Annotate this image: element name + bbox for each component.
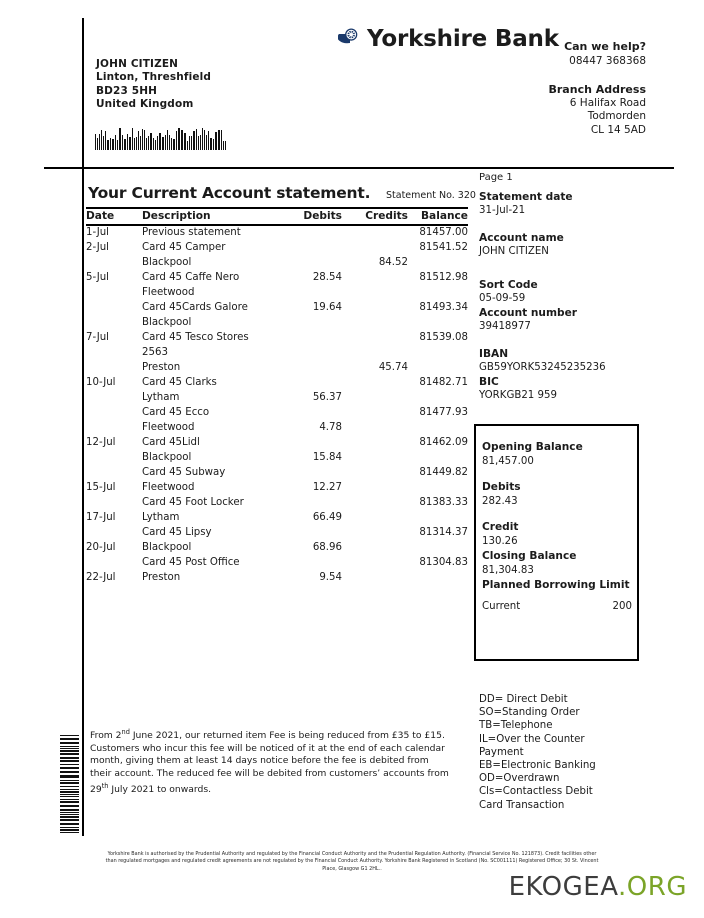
cell-debit: 19.64 bbox=[312, 302, 342, 313]
barcode-bar bbox=[189, 136, 190, 150]
barcode-bar bbox=[184, 133, 186, 150]
notice-part-1: From 2 bbox=[90, 730, 122, 742]
column-header-debits: Debits bbox=[303, 210, 342, 222]
table-body bbox=[86, 226, 468, 586]
barcode-bar bbox=[60, 738, 79, 740]
notice-part-3: July 2021 to onwards. bbox=[108, 784, 212, 796]
table-row bbox=[86, 526, 468, 541]
cell-description: Fleetwood bbox=[142, 422, 195, 433]
cell-description: Fleetwood bbox=[142, 287, 195, 298]
barcode-bar bbox=[176, 131, 177, 150]
legend-line: Cls=Contactless Debit bbox=[479, 786, 593, 798]
help-phone: 08447 368368 bbox=[569, 55, 646, 67]
statement-date-value: 31-Jul-21 bbox=[479, 205, 526, 216]
customer-address-line: JOHN CITIZEN bbox=[96, 58, 179, 70]
branch-address-line: Todmorden bbox=[587, 110, 646, 123]
cell-description: Lytham bbox=[142, 512, 180, 523]
barcode-bar bbox=[115, 135, 116, 150]
table-row bbox=[86, 406, 468, 421]
barcode-bar bbox=[178, 128, 180, 150]
legal-line: facilities other than regulated mortgages and regulated credit agreements are not regulated by the Financial Conduct Authority. Yorkshire Bank Registered in Scotland (No. SC001111) bbox=[105, 851, 597, 865]
barcode-bar bbox=[210, 138, 212, 150]
barcode-bar bbox=[187, 141, 188, 150]
barcode-bar bbox=[60, 799, 79, 800]
barcode-bar bbox=[169, 135, 170, 150]
barcode-bar bbox=[165, 135, 166, 150]
barcode-bar bbox=[159, 133, 161, 150]
table-row bbox=[86, 451, 468, 466]
barcode-bar bbox=[110, 138, 111, 150]
bank-logo bbox=[338, 26, 559, 52]
opening-balance-label: Opening Balance bbox=[482, 441, 583, 453]
barcode-bar bbox=[60, 782, 79, 784]
table-header-row bbox=[86, 209, 468, 224]
cell-date: 2-Jul bbox=[86, 242, 110, 253]
borrowing-limit-current-row bbox=[482, 600, 632, 615]
barcode-bar bbox=[200, 135, 201, 150]
cell-debit: 15.84 bbox=[312, 452, 342, 463]
cell-description: Preston bbox=[142, 572, 181, 583]
account-number-label: Account number bbox=[479, 307, 577, 319]
barcode-bar bbox=[142, 129, 143, 150]
barcode-bar bbox=[132, 128, 133, 150]
barcode-bar bbox=[191, 136, 192, 150]
branch-address-block bbox=[549, 83, 647, 137]
cell-credit: 84.52 bbox=[378, 257, 408, 268]
barcode-bar bbox=[60, 735, 79, 736]
cell-description: Card 45 Caffe Nero bbox=[142, 272, 240, 283]
cell-description: Card 45 Camper bbox=[142, 242, 226, 253]
watermark-secondary: .ORG bbox=[618, 872, 687, 902]
page-title: Your Current Account statement. bbox=[88, 184, 371, 202]
barcode-bar bbox=[119, 128, 121, 150]
barcode-bar bbox=[60, 819, 79, 821]
cell-debit: 56.37 bbox=[312, 392, 342, 403]
barcode-bar bbox=[60, 794, 79, 795]
legend-line: Payment bbox=[479, 746, 524, 758]
barcode-bar bbox=[60, 809, 79, 811]
barcode-bar bbox=[60, 760, 79, 762]
barcode-bar bbox=[117, 140, 118, 150]
barcode-bar bbox=[140, 136, 141, 150]
customer-address-block bbox=[96, 58, 211, 112]
barcode-bar bbox=[167, 130, 168, 150]
cell-balance: 81539.08 bbox=[419, 332, 468, 343]
legal-line: Yorkshire Bank is authorised by the Prudential Authority and regulated by the Financial Conduct Authority and the Prudential Regulation Authority. (Financial Service No. 121873). Credit bbox=[107, 851, 560, 857]
cell-description: Card 45 Lipsy bbox=[142, 527, 212, 538]
barcode-bar bbox=[138, 131, 139, 150]
cell-balance: 81482.71 bbox=[419, 377, 468, 388]
page-left-vertical-rule bbox=[82, 18, 84, 836]
barcode-bar bbox=[134, 138, 135, 150]
sort-code-label: Sort Code bbox=[479, 279, 538, 291]
legend-line: TB=Telephone bbox=[479, 720, 553, 732]
barcode-bar bbox=[196, 129, 197, 150]
cell-date: 20-Jul bbox=[86, 542, 116, 553]
help-heading: Can we help? bbox=[564, 40, 646, 53]
cell-balance: 81449.82 bbox=[419, 467, 468, 478]
barcode-bar bbox=[202, 128, 203, 150]
barcode-bar bbox=[60, 816, 79, 818]
barcode-bar bbox=[112, 139, 114, 150]
yorkshire-bank-rose-logo-icon bbox=[338, 28, 360, 50]
table-row bbox=[86, 556, 468, 571]
cell-description: Blackpool bbox=[142, 317, 192, 328]
legend-line: SO=Standing Order bbox=[479, 707, 580, 719]
column-header-balance: Balance bbox=[420, 210, 468, 222]
barcode-bar bbox=[193, 131, 195, 150]
debits-total-label: Debits bbox=[482, 481, 521, 493]
legend-line: IL=Over the Counter bbox=[479, 733, 585, 745]
table-row bbox=[86, 256, 468, 271]
barcode-bar bbox=[60, 750, 79, 752]
barcode-bar bbox=[204, 130, 205, 150]
opening-balance-value: 81,457.00 bbox=[482, 455, 534, 467]
barcode-bar bbox=[95, 134, 96, 150]
notice-ordinal-2: th bbox=[101, 782, 109, 791]
statement-number: Statement No. 320 bbox=[386, 190, 476, 201]
cell-debit: 9.54 bbox=[319, 572, 342, 583]
account-details-panel bbox=[479, 190, 659, 403]
borrowing-limit-label: Planned Borrowing Limit bbox=[482, 579, 630, 591]
watermark bbox=[509, 872, 687, 902]
cell-description: Card 45 Ecco bbox=[142, 407, 210, 418]
barcode-bar bbox=[60, 771, 79, 772]
credit-total-label: Credit bbox=[482, 521, 519, 533]
barcode-bar bbox=[60, 748, 79, 749]
barcode-bar bbox=[60, 786, 79, 787]
barcode-bar bbox=[208, 131, 209, 150]
cell-description: Blackpool bbox=[142, 257, 192, 268]
barcode-bar bbox=[60, 764, 79, 765]
notice-part-2: June 2021, our returned item Fee is being reduced from £35 to £15. Customers who incur this fee will be noticed of it at the end of each calendar month, giving them at least 14 days notice before the fee is debited from their account. The reduced fee will be debited from customers’ accounts from 29 bbox=[90, 730, 449, 796]
barcode-bar bbox=[225, 141, 226, 150]
barcode-bar bbox=[218, 130, 220, 150]
fee-change-notice bbox=[90, 726, 452, 797]
credit-total-value: 130.26 bbox=[482, 535, 518, 547]
branch-address-line: 6 Halifax Road bbox=[569, 96, 646, 109]
cell-description: Preston bbox=[142, 362, 181, 373]
cell-description: Previous statement bbox=[142, 227, 241, 238]
barcode-bar bbox=[60, 767, 79, 769]
account-name-value: JOHN CITIZEN bbox=[479, 246, 549, 257]
table-row bbox=[86, 496, 468, 511]
iban-label: IBAN bbox=[479, 348, 509, 360]
cell-balance: 81304.83 bbox=[419, 557, 468, 568]
table-row bbox=[86, 301, 468, 316]
bic-value: YORKGB21 959 bbox=[479, 390, 557, 401]
barcode-bar bbox=[101, 130, 102, 150]
branch-address-heading: Branch Address bbox=[548, 83, 646, 96]
cell-debit: 28.54 bbox=[312, 272, 342, 283]
address-barcode bbox=[95, 128, 267, 150]
barcode-bar bbox=[198, 136, 199, 150]
barcode-bar bbox=[60, 829, 79, 831]
cell-date: 10-Jul bbox=[86, 377, 116, 388]
cell-debit: 68.96 bbox=[312, 542, 342, 553]
barcode-bar bbox=[60, 746, 79, 747]
cell-date: 7-Jul bbox=[86, 332, 110, 343]
account-number-value: 39418977 bbox=[479, 321, 531, 332]
table-row bbox=[86, 331, 468, 346]
cell-description: Blackpool bbox=[142, 452, 192, 463]
table-row bbox=[86, 511, 468, 526]
barcode-bar bbox=[60, 776, 79, 778]
barcode-bar bbox=[124, 139, 126, 150]
table-row bbox=[86, 571, 468, 586]
account-name-label: Account name bbox=[479, 232, 564, 244]
barcode-bar bbox=[122, 135, 123, 150]
table-row bbox=[86, 241, 468, 256]
cell-description: Card 45 Subway bbox=[142, 467, 226, 478]
transactions-table bbox=[86, 207, 468, 586]
barcode-bar bbox=[144, 130, 145, 150]
table-row bbox=[86, 541, 468, 556]
cell-date: 12-Jul bbox=[86, 437, 116, 448]
barcode-bar bbox=[60, 791, 79, 793]
barcode-bar bbox=[60, 827, 79, 828]
barcode-bar bbox=[181, 130, 183, 150]
cell-balance: 81457.00 bbox=[419, 227, 468, 238]
table-row bbox=[86, 376, 468, 391]
debits-total-value: 282.43 bbox=[482, 495, 518, 507]
barcode-bar bbox=[60, 780, 79, 781]
branch-address-line: CL 14 5AD bbox=[590, 123, 646, 136]
barcode-bar bbox=[60, 789, 79, 790]
cell-description: Lytham bbox=[142, 392, 180, 403]
barcode-bar bbox=[60, 812, 79, 813]
legal-footer bbox=[105, 851, 599, 873]
barcode-bar bbox=[206, 135, 207, 150]
table-row bbox=[86, 316, 468, 331]
legal-line: Registered Office; 30 St. Vincent Place, Glasgow G1 2HL.. bbox=[322, 858, 599, 872]
barcode-bar bbox=[171, 138, 172, 150]
barcode-bar bbox=[150, 133, 152, 150]
cell-description: Card 45Cards Galore bbox=[142, 302, 248, 313]
cell-description: Card 45 Foot Locker bbox=[142, 497, 244, 508]
barcode-bar bbox=[97, 138, 98, 150]
cell-description: Card 45 Tesco Stores bbox=[142, 332, 249, 343]
cell-description: Card 45 Clarks bbox=[142, 377, 217, 388]
table-row bbox=[86, 436, 468, 451]
customer-address-line: Linton, Threshfield bbox=[96, 71, 212, 84]
barcode-bar bbox=[60, 832, 79, 833]
legend-line: Card Transaction bbox=[479, 799, 565, 811]
notice-ordinal-1: nd bbox=[121, 728, 130, 736]
abbreviations-legend bbox=[479, 693, 654, 812]
barcode-bar bbox=[105, 131, 106, 150]
barcode-bar bbox=[213, 139, 214, 150]
table-row bbox=[86, 346, 468, 361]
column-header-credits: Credits bbox=[365, 210, 408, 222]
cell-balance: 81314.37 bbox=[419, 527, 468, 538]
cell-date: 1-Jul bbox=[86, 227, 110, 238]
barcode-bar bbox=[162, 137, 164, 150]
barcode-bar bbox=[60, 805, 79, 807]
barcode-bar bbox=[129, 137, 131, 150]
barcode-bar bbox=[60, 775, 79, 776]
barcode-bar bbox=[127, 134, 128, 150]
barcode-bar bbox=[60, 753, 79, 755]
cell-date: 5-Jul bbox=[86, 272, 110, 283]
watermark-primary: EKOGEA bbox=[508, 872, 619, 902]
barcode-bar bbox=[60, 823, 79, 825]
cell-date: 17-Jul bbox=[86, 512, 116, 523]
customer-address-line: BD23 5HH bbox=[96, 84, 158, 97]
help-block bbox=[564, 40, 646, 68]
cell-description: 2563 bbox=[142, 347, 168, 358]
document-barcode bbox=[60, 735, 79, 835]
cell-date: 15-Jul bbox=[86, 482, 116, 493]
cell-balance: 81477.93 bbox=[419, 407, 468, 418]
cell-balance: 81541.52 bbox=[419, 242, 468, 253]
cell-balance: 81512.98 bbox=[419, 272, 468, 283]
legend-line: EB=Electronic Banking bbox=[479, 760, 596, 772]
page-number: Page 1 bbox=[479, 172, 513, 183]
cell-balance: 81462.09 bbox=[419, 437, 468, 448]
table-row bbox=[86, 481, 468, 496]
barcode-bar bbox=[153, 138, 154, 150]
barcode-bar bbox=[60, 742, 79, 744]
barcode-bar bbox=[60, 796, 79, 797]
legend-line: DD= Direct Debit bbox=[479, 694, 568, 705]
cell-date: 22-Jul bbox=[86, 572, 116, 583]
cell-description: Fleetwood bbox=[142, 482, 195, 493]
bic-label: BIC bbox=[479, 376, 499, 388]
barcode-bar bbox=[60, 801, 79, 803]
barcode-bar bbox=[103, 136, 104, 150]
cell-description: Blackpool bbox=[142, 542, 192, 553]
customer-address-line: United Kingdom bbox=[96, 98, 194, 111]
closing-balance-value: 81,304.83 bbox=[482, 564, 534, 576]
header-horizontal-rule bbox=[44, 167, 674, 169]
table-row bbox=[86, 286, 468, 301]
barcode-bar bbox=[148, 136, 149, 150]
cell-credit: 45.74 bbox=[378, 362, 408, 373]
borrowing-limit-current-value: 200 bbox=[612, 600, 632, 612]
cell-debit: 4.78 bbox=[319, 422, 342, 433]
borrowing-limit-current-label: Current bbox=[482, 600, 521, 612]
table-row bbox=[86, 226, 468, 241]
sort-code-value: 05-09-59 bbox=[479, 293, 526, 304]
balance-summary-box bbox=[474, 424, 639, 661]
table-row bbox=[86, 466, 468, 481]
cell-debit: 12.27 bbox=[312, 482, 342, 493]
barcode-bar bbox=[99, 134, 100, 150]
table-row bbox=[86, 391, 468, 406]
statement-date-label: Statement date bbox=[479, 191, 573, 203]
cell-debit: 66.49 bbox=[312, 512, 342, 523]
cell-balance: 81383.33 bbox=[419, 497, 468, 508]
barcode-bar bbox=[60, 772, 79, 773]
barcode-bar bbox=[157, 136, 158, 150]
table-row bbox=[86, 421, 468, 436]
table-row bbox=[86, 361, 468, 376]
barcode-bar bbox=[107, 140, 109, 150]
column-header-description: Description bbox=[142, 210, 211, 222]
barcode-bar bbox=[146, 138, 147, 150]
barcode-bar bbox=[221, 130, 222, 150]
cell-description: Card 45 Post Office bbox=[142, 557, 240, 568]
barcode-bar bbox=[155, 140, 156, 150]
cell-description: Card 45Lidl bbox=[142, 437, 200, 448]
cell-balance: 81493.34 bbox=[419, 302, 468, 313]
barcode-bar bbox=[60, 814, 79, 815]
column-header-date: Date bbox=[86, 210, 115, 222]
bank-name: Yorkshire Bank bbox=[367, 26, 559, 52]
barcode-bar bbox=[60, 757, 79, 759]
barcode-bar bbox=[173, 139, 175, 150]
legend-line: OD=Overdrawn bbox=[479, 773, 560, 785]
barcode-bar bbox=[136, 137, 137, 150]
closing-balance-label: Closing Balance bbox=[482, 550, 577, 562]
barcode-bar bbox=[223, 141, 224, 150]
iban-value: GB59YORK53245235236 bbox=[479, 362, 606, 373]
barcode-bar bbox=[215, 132, 217, 150]
table-row bbox=[86, 271, 468, 286]
